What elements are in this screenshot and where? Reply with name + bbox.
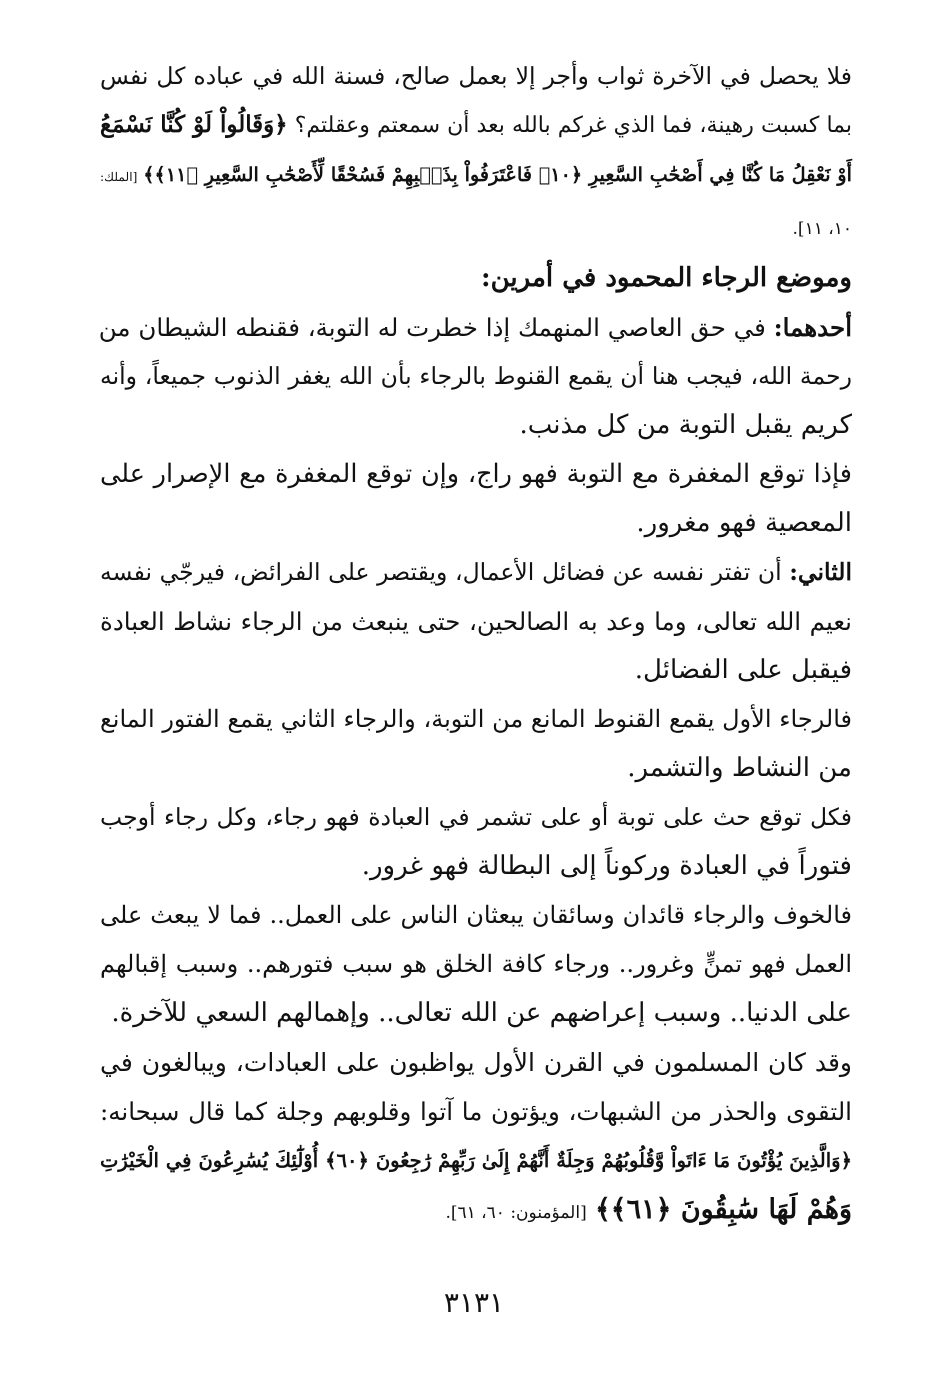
verse-reference: [المؤمنون: ٦٠، ٦١]. xyxy=(445,1203,587,1223)
text-line: كريم يقبل التوبة من كل مذنب. xyxy=(519,410,852,440)
text-line: فإذا توقع المغفرة مع التوبة فهو راج، وإن توقع المغفرة مع الإصرار على xyxy=(100,459,852,489)
verse-reference: ١٠، ١١]. xyxy=(792,219,852,239)
text-line: فيقبل على الفضائل. xyxy=(634,655,852,685)
point-label: أحدهما: xyxy=(773,313,852,342)
text-line xyxy=(100,101,852,150)
text-segment: أن تفتر نفسه عن فضائل الأعمال، ويقتصر على الفرائض، فيرجّي نفسه xyxy=(100,558,782,586)
verse-reference: [الملك: xyxy=(100,170,138,184)
text-line: نعيم الله تعالى، وما وعد به الصالحين، حتى ينبعث من الرجاء نشاط العبادة xyxy=(100,607,852,636)
text-line: على الدنيا.. وسبب إعراضهم عن الله تعالى.. وإهمالهم السعي للآخرة. xyxy=(111,998,852,1028)
text-line: وقد كان المسلمون في القرن الأول يواظبون على العبادات، ويبالغون في xyxy=(100,1048,852,1077)
text-line xyxy=(100,202,852,254)
text-line xyxy=(100,1185,852,1238)
page-number: ٣١٣١ xyxy=(443,1286,505,1319)
text-line: فكل توقع حث على توبة أو على تشمر في العبادة فهو رجاء، وكل رجاء أوجب xyxy=(100,803,852,831)
text-line xyxy=(100,303,852,352)
text-line: فالخوف والرجاء قائدان وسائقان يبعثان الناس على العمل.. فما لا يبعث على xyxy=(100,901,852,929)
text-segment: بما كسبت رهينة، فما الذي غركم بالله بعد أن سمعتم وعقلتم؟ xyxy=(294,113,852,138)
text-line xyxy=(100,150,852,202)
text-line: المعصية فهو مغرور. xyxy=(636,508,852,538)
quran-verse: أَوْ نَعْقِلُ مَا كُنَّا فِي أَصْحَٰبِ السَّعِيرِ ﴿١٠﴾ فَاعْتَرَفُواْ بِذَنۢبِهِمْ فَسُحْقًا لِّأَصْحَٰبِ السَّعِيرِ ﴿١١﴾﴾ xyxy=(143,163,853,186)
text-line xyxy=(100,548,852,597)
text-segment: في حق العاصي المنهمك إذا خطرت له التوبة، فقنطه الشيطان من xyxy=(98,313,766,342)
quran-verse: وَهُمْ لَهَا سَٰبِقُونَ ﴿٦١﴾﴾ xyxy=(594,1194,852,1225)
quran-verse: ﴿وَقَالُواْ لَوْ كُنَّا نَسْمَعُ xyxy=(100,112,288,138)
text-line: العمل فهو تمنٍّ وغرور.. ورجاء كافة الخلق هو سبب فتورهم.. وسبب إقبالهم xyxy=(100,950,852,978)
quran-verse-line: ﴿وَالَّذِينَ يُؤْتُونَ مَا ءَاتَواْ وَّقُلُوبُهُمْ وَجِلَةٌ أَنَّهُمْ إِلَىٰ رَبِّهِمْ رَٰجِعُونَ ﴿٦٠﴾ أُوْلَٰٓئِكَ يُسَٰرِعُونَ فِي الْخَيْرَٰتِ xyxy=(100,1149,852,1172)
text-line: رحمة الله، فيجب هنا أن يقمع القنوط بالرجاء بأن الله يغفر الذنوب جميعاً، وأنه xyxy=(100,362,852,390)
section-heading: وموضع الرجاء المحمود في أمرين: xyxy=(481,263,852,293)
text-line: فلا يحصل في الآخرة ثواب وأجر إلا بعمل صالح، فسنة الله في عباده كل نفس xyxy=(100,62,852,90)
text-line: من النشاط والتشمر. xyxy=(627,753,852,783)
text-line: فالرجاء الأول يقمع القنوط المانع من التوبة، والرجاء الثاني يقمع الفتور المانع xyxy=(100,705,852,733)
point-label: الثاني: xyxy=(789,558,852,586)
text-line: فتوراً في العبادة وركوناً إلى البطالة فهو غرور. xyxy=(361,851,852,881)
text-line: التقوى والحذر من الشبهات، ويؤتون ما آتوا وقلوبهم وجلة كما قال سبحانه: xyxy=(100,1097,852,1126)
